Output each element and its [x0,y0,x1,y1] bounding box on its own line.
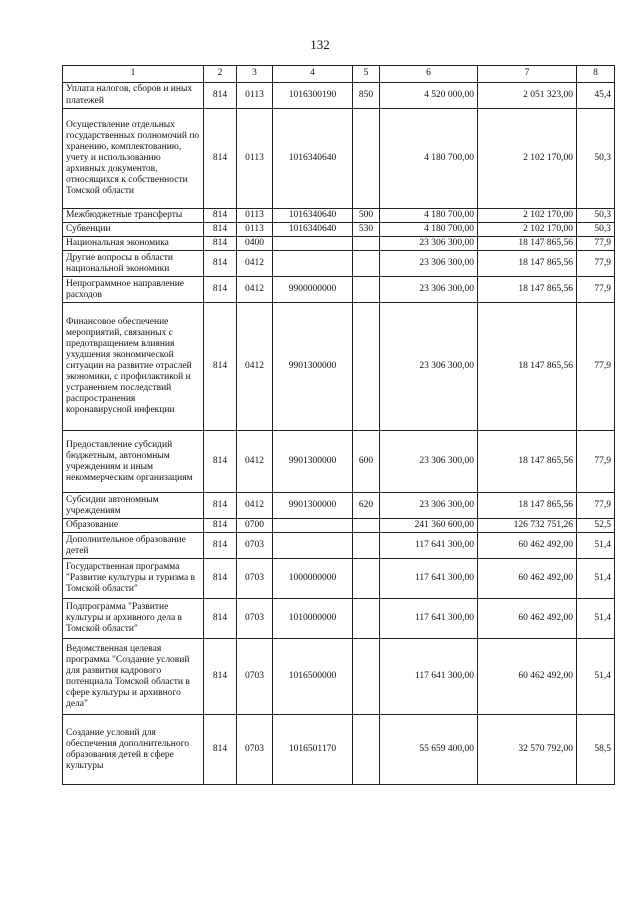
ministry-code-cell: 814 [204,237,237,251]
ministry-code-cell: 814 [204,209,237,223]
execution-percent-cell: 77,9 [577,493,615,519]
ministry-code-cell: 814 [204,223,237,237]
planned-amount-cell: 23 306 300,00 [380,277,478,303]
ministry-code-cell: 814 [204,493,237,519]
row-name-cell: Межбюджетные трансферты [63,209,204,223]
executed-amount-cell: 2 051 323,00 [478,83,577,109]
planned-amount-cell: 117 641 300,00 [380,559,478,599]
ministry-code-cell: 814 [204,533,237,559]
planned-amount-cell: 55 659 400,00 [380,715,478,785]
execution-percent-cell: 77,9 [577,251,615,277]
row-name-cell: Государственная программа "Развитие культуры и туризма в Томской области" [63,559,204,599]
table-row [63,109,615,209]
executed-amount-cell: 60 462 492,00 [478,533,577,559]
table-row [63,493,615,519]
table-row [63,639,615,715]
expense-type-cell [353,109,380,209]
table-row [63,237,615,251]
executed-amount-cell: 2 102 170,00 [478,209,577,223]
planned-amount-cell: 117 641 300,00 [380,533,478,559]
row-name-cell: Образование [63,519,204,533]
planned-amount-cell: 23 306 300,00 [380,303,478,431]
table-row [63,83,615,109]
section-code-cell: 0113 [237,223,273,237]
row-name-cell: Субвенции [63,223,204,237]
target-article-cell: 1016340640 [273,223,353,237]
column-header: 6 [380,66,478,83]
expense-type-cell: 620 [353,493,380,519]
execution-percent-cell: 51,4 [577,599,615,639]
table-row [63,559,615,599]
ministry-code-cell: 814 [204,519,237,533]
section-code-cell: 0703 [237,533,273,559]
execution-percent-cell: 77,9 [577,277,615,303]
target-article-cell: 9901300000 [273,493,353,519]
expense-type-cell [353,559,380,599]
table-row [63,533,615,559]
section-code-cell: 0400 [237,237,273,251]
expense-type-cell [353,237,380,251]
expense-type-cell [353,639,380,715]
row-name-cell: Подпрограмма "Развитие культуры и архивного дела в Томской области" [63,599,204,639]
expense-type-cell [353,251,380,277]
section-code-cell: 0113 [237,83,273,109]
executed-amount-cell: 2 102 170,00 [478,109,577,209]
expense-type-cell [353,715,380,785]
row-name-cell: Финансовое обеспечение мероприятий, связанных с предотвращением влияния ухудшения экономической ситуации на развитие отраслей экономики, с профилактикой и устранением последствий распространения коронавирусной инфекции [63,303,204,431]
planned-amount-cell: 23 306 300,00 [380,431,478,493]
section-code-cell: 0703 [237,599,273,639]
planned-amount-cell: 4 180 700,00 [380,223,478,237]
table-row [63,599,615,639]
execution-percent-cell: 51,4 [577,559,615,599]
ministry-code-cell: 814 [204,715,237,785]
ministry-code-cell: 814 [204,303,237,431]
section-code-cell: 0703 [237,559,273,599]
executed-amount-cell: 18 147 865,56 [478,237,577,251]
executed-amount-cell: 18 147 865,56 [478,493,577,519]
execution-percent-cell: 77,9 [577,431,615,493]
column-header: 5 [353,66,380,83]
execution-percent-cell: 58,5 [577,715,615,785]
planned-amount-cell: 241 360 600,00 [380,519,478,533]
target-article-cell [273,251,353,277]
execution-percent-cell: 51,4 [577,639,615,715]
section-code-cell: 0412 [237,251,273,277]
expense-type-cell: 600 [353,431,380,493]
execution-percent-cell: 50,3 [577,209,615,223]
planned-amount-cell: 4 180 700,00 [380,209,478,223]
row-name-cell: Осуществление отдельных государственных полномочий по хранению, комплектованию, учету и использованию архивных документов, относящихся к собственности Томской области [63,109,204,209]
table-row [63,251,615,277]
row-name-cell: Уплата налогов, сборов и иных платежей [63,83,204,109]
column-header: 7 [478,66,577,83]
planned-amount-cell: 23 306 300,00 [380,237,478,251]
ministry-code-cell: 814 [204,599,237,639]
ministry-code-cell: 814 [204,277,237,303]
section-code-cell: 0703 [237,715,273,785]
table-row [63,223,615,237]
executed-amount-cell: 60 462 492,00 [478,559,577,599]
table-row [63,715,615,785]
executed-amount-cell: 32 570 792,00 [478,715,577,785]
expense-type-cell: 850 [353,83,380,109]
executed-amount-cell: 18 147 865,56 [478,431,577,493]
ministry-code-cell: 814 [204,83,237,109]
target-article-cell [273,237,353,251]
page-number: 132 [310,37,330,52]
section-code-cell: 0700 [237,519,273,533]
execution-percent-cell: 52,5 [577,519,615,533]
section-code-cell: 0113 [237,209,273,223]
target-article-cell: 1000000000 [273,559,353,599]
target-article-cell: 1016300190 [273,83,353,109]
ministry-code-cell: 814 [204,431,237,493]
expense-type-cell: 500 [353,209,380,223]
row-name-cell: Другие вопросы в области национальной экономики [63,251,204,277]
target-article-cell: 1016501170 [273,715,353,785]
planned-amount-cell: 4 520 000,00 [380,83,478,109]
row-name-cell: Непрограммное направление расходов [63,277,204,303]
execution-percent-cell: 50,3 [577,223,615,237]
expense-type-cell [353,599,380,639]
target-article-cell: 1010000000 [273,599,353,639]
column-header: 1 [63,66,204,83]
executed-amount-cell: 2 102 170,00 [478,223,577,237]
executed-amount-cell: 126 732 751,26 [478,519,577,533]
row-name-cell: Предоставление субсидий бюджетным, автономным учреждениям и иным некоммерческим организациям [63,431,204,493]
executed-amount-cell: 18 147 865,56 [478,251,577,277]
target-article-cell: 1016500000 [273,639,353,715]
planned-amount-cell: 4 180 700,00 [380,109,478,209]
row-name-cell: Субсидии автономным учреждениям [63,493,204,519]
target-article-cell: 9900000000 [273,277,353,303]
target-article-cell: 1016340640 [273,109,353,209]
expense-type-cell: 530 [353,223,380,237]
ministry-code-cell: 814 [204,559,237,599]
expense-type-cell [353,303,380,431]
section-code-cell: 0703 [237,639,273,715]
section-code-cell: 0412 [237,431,273,493]
executed-amount-cell: 18 147 865,56 [478,303,577,431]
section-code-cell: 0412 [237,303,273,431]
table-row [63,519,615,533]
ministry-code-cell: 814 [204,639,237,715]
section-code-cell: 0113 [237,109,273,209]
planned-amount-cell: 117 641 300,00 [380,639,478,715]
planned-amount-cell: 23 306 300,00 [380,251,478,277]
execution-percent-cell: 51,4 [577,533,615,559]
column-header: 8 [577,66,615,83]
ministry-code-cell: 814 [204,109,237,209]
execution-percent-cell: 45,4 [577,83,615,109]
column-header: 4 [273,66,353,83]
target-article-cell [273,519,353,533]
section-code-cell: 0412 [237,493,273,519]
table-row [63,209,615,223]
execution-percent-cell: 77,9 [577,237,615,251]
table-row [63,277,615,303]
column-header: 3 [237,66,273,83]
expense-type-cell [353,277,380,303]
table-row [63,303,615,431]
execution-percent-cell: 77,9 [577,303,615,431]
executed-amount-cell: 18 147 865,56 [478,277,577,303]
table-row [63,431,615,493]
planned-amount-cell: 23 306 300,00 [380,493,478,519]
target-article-cell: 9901300000 [273,431,353,493]
table-header-row [63,66,615,83]
execution-percent-cell: 50,3 [577,109,615,209]
target-article-cell: 1016340640 [273,209,353,223]
row-name-cell: Национальная экономика [63,237,204,251]
planned-amount-cell: 117 641 300,00 [380,599,478,639]
row-name-cell: Дополнительное образование детей [63,533,204,559]
target-article-cell [273,533,353,559]
budget-table [62,65,615,785]
column-header: 2 [204,66,237,83]
target-article-cell: 9901300000 [273,303,353,431]
expense-type-cell [353,533,380,559]
executed-amount-cell: 60 462 492,00 [478,599,577,639]
ministry-code-cell: 814 [204,251,237,277]
row-name-cell: Создание условий для обеспечения дополнительного образования детей в сфере культуры [63,715,204,785]
expense-type-cell [353,519,380,533]
executed-amount-cell: 60 462 492,00 [478,639,577,715]
section-code-cell: 0412 [237,277,273,303]
row-name-cell: Ведомственная целевая программа "Создание условий для развития кадрового потенциала Томской области в сфере культуры и архивного дела" [63,639,204,715]
